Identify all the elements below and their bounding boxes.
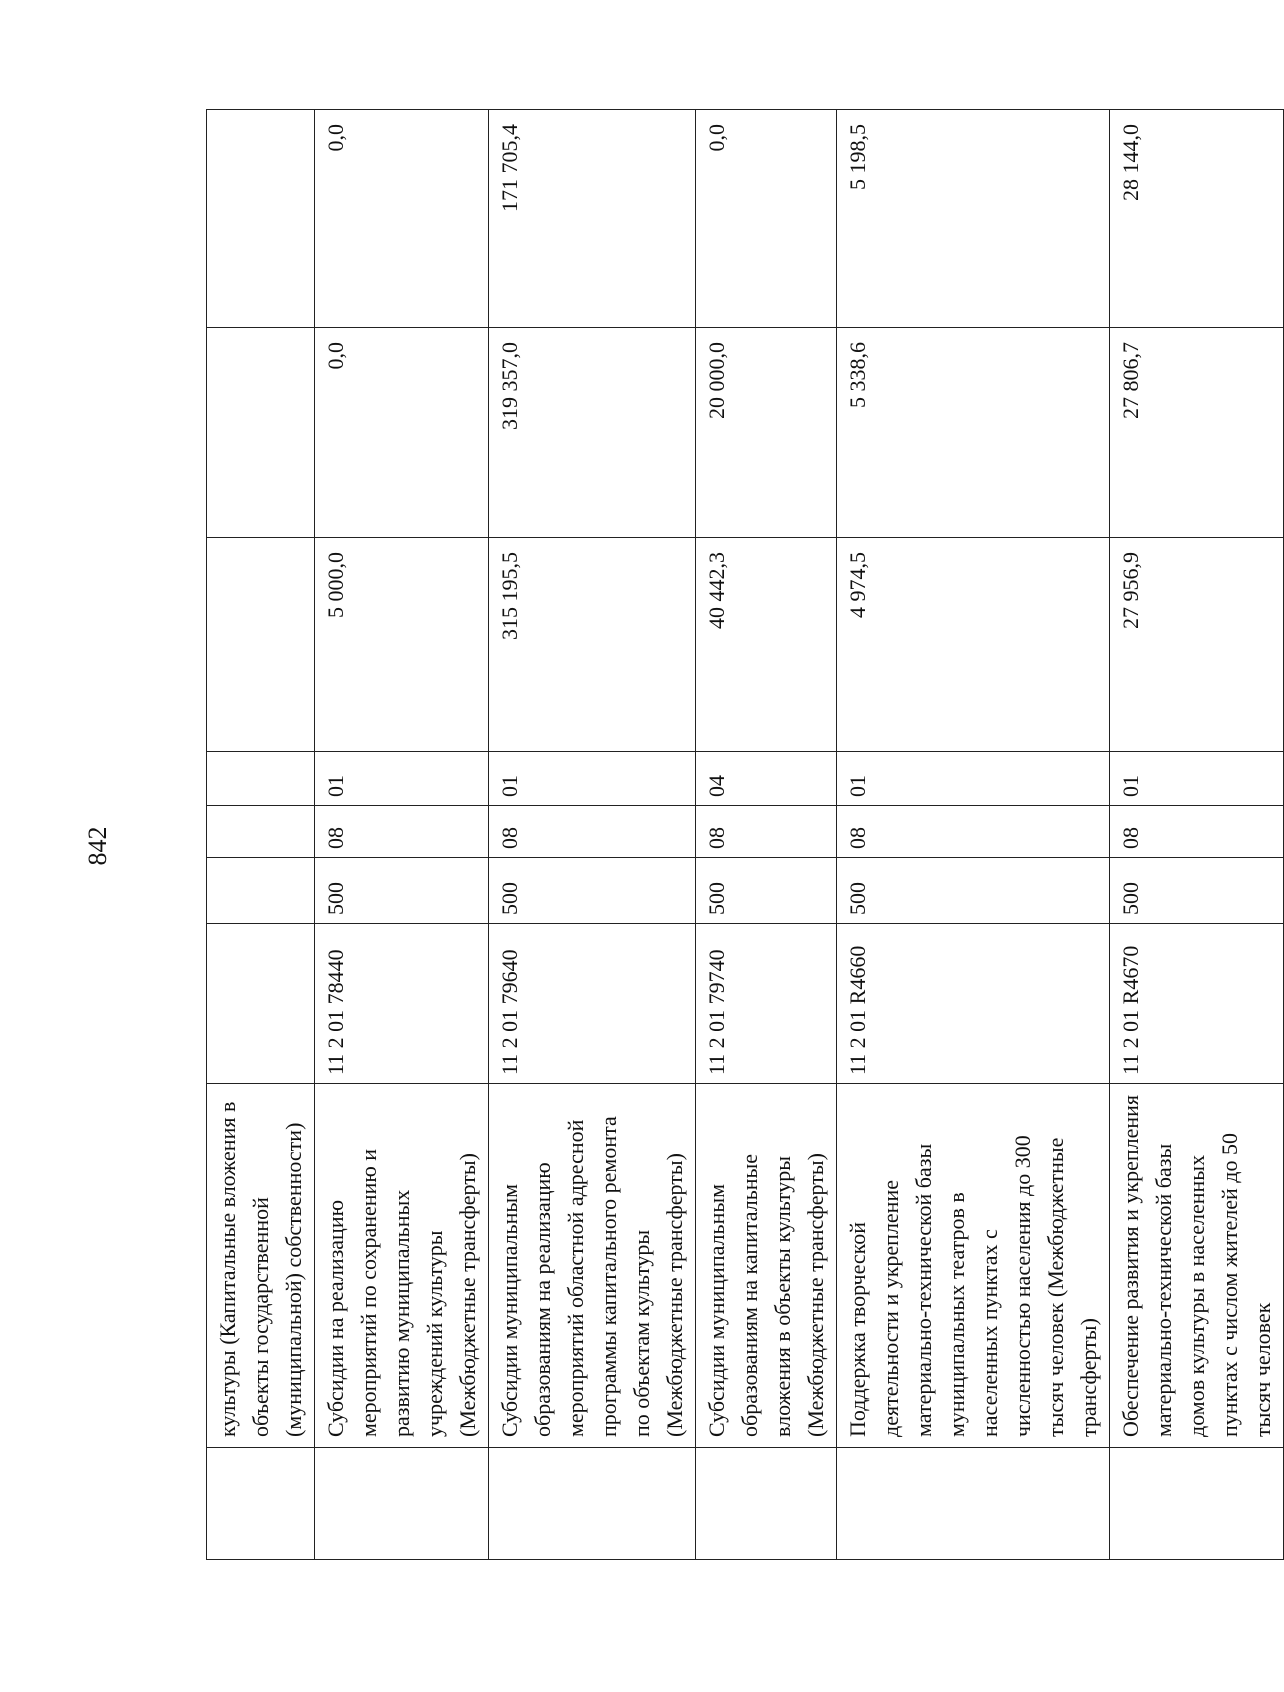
table-row <box>489 110 696 1560</box>
amount-year1-cell: 27 956,9 <box>1110 538 1284 752</box>
subsection-cell: 01 <box>837 752 1110 806</box>
target-code-cell: 11 2 01 R4670 <box>1110 924 1284 1084</box>
amount-year1-cell: 4 974,5 <box>837 538 1110 752</box>
expense-type-cell: 500 <box>489 858 696 924</box>
expense-type-cell: 500 <box>837 858 1110 924</box>
section-cell: 08 <box>1110 806 1284 858</box>
target-code-cell: 11 2 01 79640 <box>489 924 696 1084</box>
row-number-cell <box>315 1448 489 1560</box>
row-name-cell: Поддержка творческой деятельности и укрепление материально-технической базы муниципальных театров в населенных пунктах с численностью населения до 300 тысяч человек (Межбюджетные трансферты) <box>837 1084 1110 1448</box>
row-number-cell <box>696 1448 837 1560</box>
amount-year2-cell: 319 357,0 <box>489 328 696 538</box>
amount-year2-cell <box>207 328 315 538</box>
table-body <box>207 110 1284 1560</box>
row-name-cell: культуры (Капитальные вложения в объекты государственной (муниципальной) собственности) <box>207 1084 315 1448</box>
table-row <box>315 110 489 1560</box>
amount-year2-cell: 0,0 <box>315 328 489 538</box>
table-row <box>837 110 1110 1560</box>
subsection-cell: 01 <box>489 752 696 806</box>
subsection-cell: 04 <box>696 752 837 806</box>
amount-year3-cell: 0,0 <box>696 110 837 328</box>
section-cell: 08 <box>489 806 696 858</box>
section-cell: 08 <box>315 806 489 858</box>
expense-type-cell <box>207 858 315 924</box>
amount-year3-cell: 0,0 <box>315 110 489 328</box>
expense-type-cell: 500 <box>315 858 489 924</box>
amount-year3-cell: 171 705,4 <box>489 110 696 328</box>
subsection-cell <box>207 752 315 806</box>
target-code-cell: 11 2 01 78440 <box>315 924 489 1084</box>
subsection-cell: 01 <box>315 752 489 806</box>
amount-year1-cell <box>207 538 315 752</box>
amount-year2-cell: 27 806,7 <box>1110 328 1284 538</box>
amount-year1-cell: 40 442,3 <box>696 538 837 752</box>
amount-year3-cell <box>207 110 315 328</box>
rotated-table-container <box>206 110 1275 1560</box>
table-row <box>207 110 315 1560</box>
target-code-cell: 11 2 01 79740 <box>696 924 837 1084</box>
expense-type-cell: 500 <box>1110 858 1284 924</box>
subsection-cell: 01 <box>1110 752 1284 806</box>
row-name-cell: Субсидии муниципальным образованиям на капитальные вложения в объекты культуры (Межбюджетные трансферты) <box>696 1084 837 1448</box>
row-number-cell <box>489 1448 696 1560</box>
amount-year1-cell: 5 000,0 <box>315 538 489 752</box>
section-cell: 08 <box>837 806 1110 858</box>
row-number-cell <box>837 1448 1110 1560</box>
row-name-cell: Обеспечение развития и укрепления материально-технической базы домов культуры в населенных пунктах с числом жителей до 50 тысяч человек <box>1110 1084 1284 1448</box>
amount-year3-cell: 28 144,0 <box>1110 110 1284 328</box>
section-cell: 08 <box>696 806 837 858</box>
budget-table <box>206 109 1284 1560</box>
expense-type-cell: 500 <box>696 858 837 924</box>
target-code-cell <box>207 924 315 1084</box>
amount-year2-cell: 20 000,0 <box>696 328 837 538</box>
row-number-cell <box>1110 1448 1284 1560</box>
row-name-cell: Субсидии на реализацию мероприятий по сохранению и развитию муниципальных учреждений культуры (Межбюджетные трансферты) <box>315 1084 489 1448</box>
target-code-cell: 11 2 01 R4660 <box>837 924 1110 1084</box>
row-name-cell: Субсидии муниципальным образованиям на реализацию мероприятий областной адресной программы капитального ремонта по объектам культуры (Межбюджетные трансферты) <box>489 1084 696 1448</box>
section-cell <box>207 806 315 858</box>
table-row <box>1110 110 1284 1560</box>
table-row <box>696 110 837 1560</box>
row-number-cell <box>207 1448 315 1560</box>
amount-year1-cell: 315 195,5 <box>489 538 696 752</box>
page-number: 842 <box>83 826 112 866</box>
amount-year2-cell: 5 338,6 <box>837 328 1110 538</box>
amount-year3-cell: 5 198,5 <box>837 110 1110 328</box>
